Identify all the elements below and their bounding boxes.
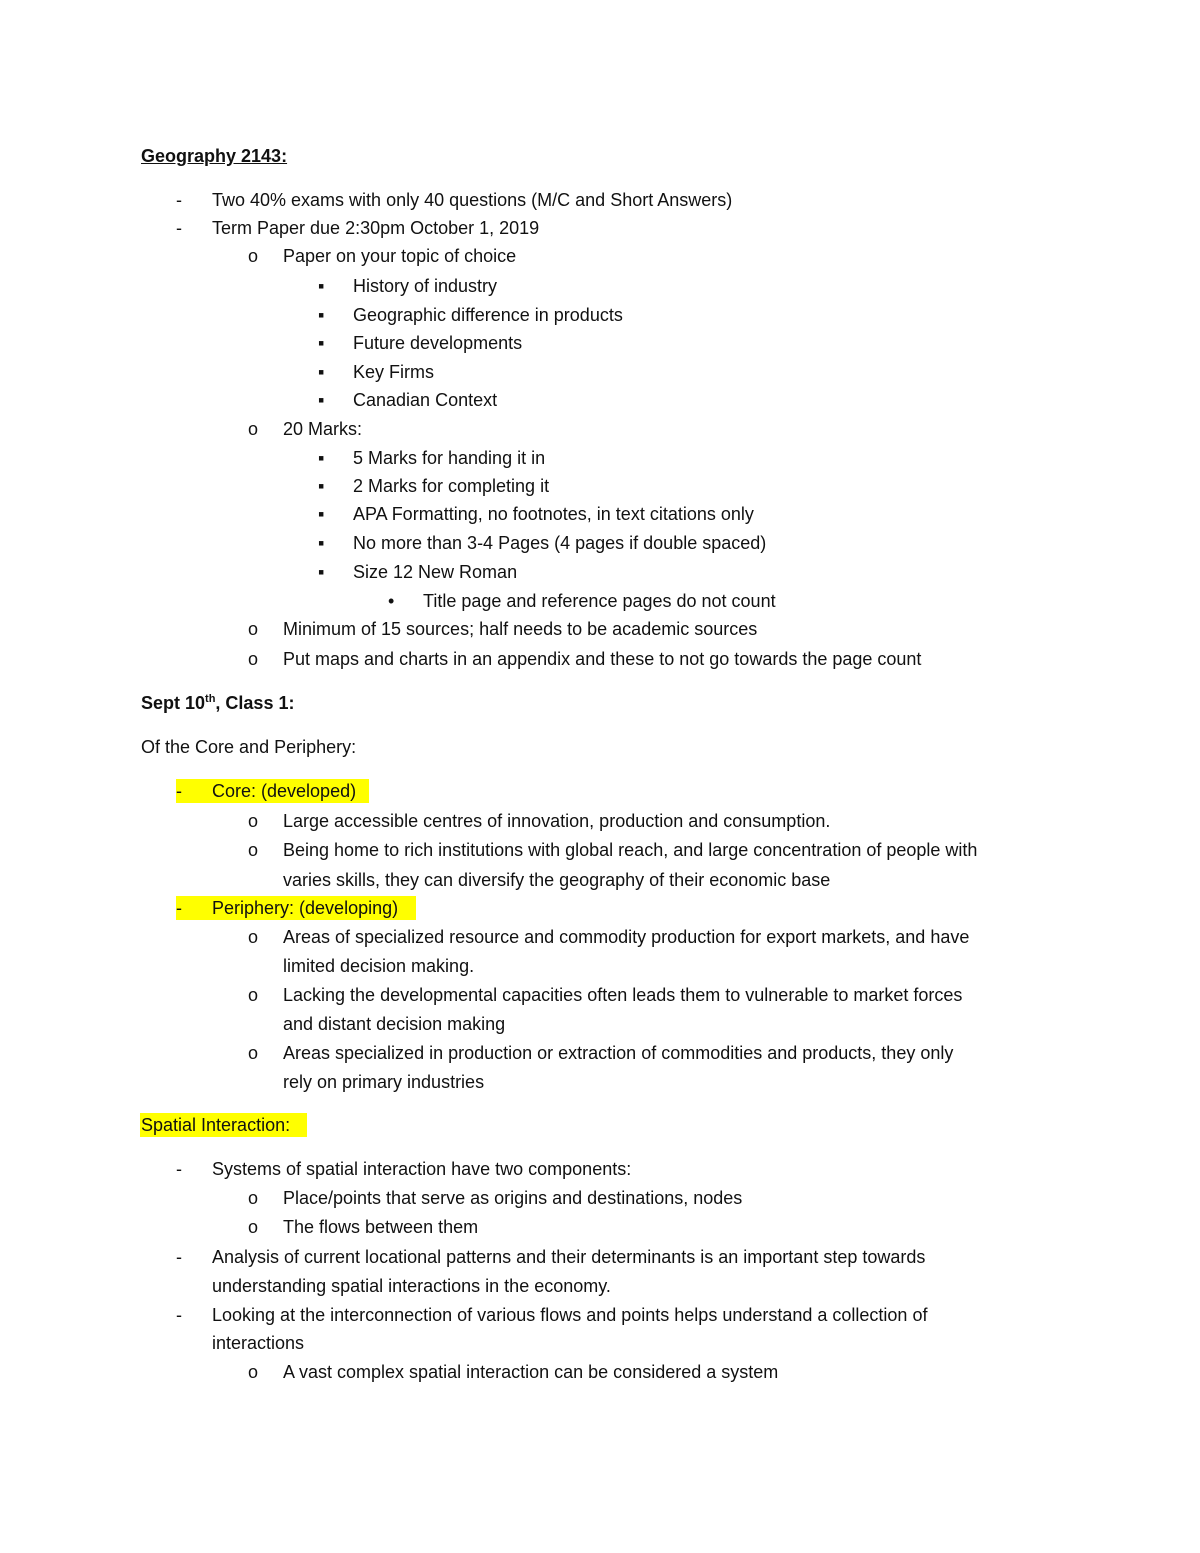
circle-marker: o (248, 1043, 259, 1063)
heading-class: , Class 1: (215, 693, 295, 713)
list-item: Size 12 New Roman (353, 562, 518, 582)
square-marker: ▪ (318, 276, 325, 296)
circle-marker: o (248, 419, 259, 439)
heading-superscript: th (205, 693, 216, 705)
square-marker: ▪ (318, 476, 325, 496)
list-item: Two 40% exams with only 40 questions (M/C and Short Answers) (212, 190, 733, 210)
list-item: Term Paper due 2:30pm October 1, 2019 (212, 218, 540, 238)
list-item-continued: and distant decision making (283, 1014, 506, 1034)
list-item: Lacking the developmental capacities often leads them to vulnerable to market forces (283, 985, 963, 1005)
circle-marker: o (248, 927, 259, 947)
list-item: Future developments (353, 333, 523, 353)
heading-date: Sept 10 (141, 693, 206, 713)
list-item: Areas of specialized resource and commodity production for export markets, and have (283, 927, 970, 947)
dash-marker: - (176, 190, 182, 210)
list-item: No more than 3-4 Pages (4 pages if double spaced) (353, 533, 767, 553)
list-item: Looking at the interconnection of various flows and points helps understand a collection of (212, 1305, 928, 1325)
list-item: Title page and reference pages do not count (423, 591, 776, 611)
list-item: The flows between them (283, 1217, 479, 1237)
section-intro: Of the Core and Periphery: (141, 737, 357, 757)
square-marker: ▪ (318, 390, 325, 410)
list-item: 2 Marks for completing it (353, 476, 550, 496)
square-marker: ▪ (318, 533, 325, 553)
list-item: APA Formatting, no footnotes, in text citations only (353, 504, 754, 524)
list-item: Large accessible centres of innovation, production and consumption. (283, 811, 831, 831)
list-item: Being home to rich institutions with global reach, and large concentration of people with (283, 840, 978, 860)
list-item-continued: interactions (212, 1333, 305, 1353)
section-heading: Spatial Interaction: (141, 1115, 291, 1135)
bullet-marker: • (388, 591, 395, 611)
square-marker: ▪ (318, 448, 325, 468)
list-item: Systems of spatial interaction have two components: (212, 1159, 632, 1179)
dash-marker: - (176, 1247, 182, 1267)
list-item: Canadian Context (353, 390, 498, 410)
circle-marker: o (248, 1217, 259, 1237)
dash-marker: - (176, 218, 182, 238)
list-item: Geographic difference in products (353, 305, 623, 325)
list-item-continued: varies skills, they can diversify the geography of their economic base (283, 870, 831, 890)
document-title: Geography 2143: (141, 146, 288, 166)
circle-marker: o (248, 649, 259, 669)
list-item-continued: limited decision making. (283, 956, 475, 976)
circle-marker: o (248, 1362, 259, 1382)
core-label: Core: (developed) (212, 781, 357, 801)
dash-marker: - (176, 781, 182, 801)
circle-marker: o (248, 619, 259, 639)
list-item: Place/points that serve as origins and destinations, nodes (283, 1188, 743, 1208)
dash-marker: - (176, 1305, 182, 1325)
square-marker: ▪ (318, 362, 325, 382)
square-marker: ▪ (318, 333, 325, 353)
circle-marker: o (248, 246, 259, 266)
list-item: 5 Marks for handing it in (353, 448, 546, 468)
dash-marker: - (176, 1159, 182, 1179)
dash-marker: - (176, 898, 182, 918)
list-item-continued: understanding spatial interactions in the economy. (212, 1276, 611, 1296)
square-marker: ▪ (318, 562, 325, 582)
list-item: Key Firms (353, 362, 434, 382)
list-item: 20 Marks: (283, 419, 363, 439)
list-item: Areas specialized in production or extraction of commodities and products, they only (283, 1043, 954, 1063)
list-item: Paper on your topic of choice (283, 246, 517, 266)
list-item: Analysis of current locational patterns and their determinants is an important step towards (212, 1247, 926, 1267)
list-item: History of industry (353, 276, 498, 296)
circle-marker: o (248, 840, 259, 860)
circle-marker: o (248, 985, 259, 1005)
square-marker: ▪ (318, 504, 325, 524)
circle-marker: o (248, 811, 259, 831)
list-item: Put maps and charts in an appendix and these to not go towards the page count (283, 649, 922, 669)
circle-marker: o (248, 1188, 259, 1208)
list-item: A vast complex spatial interaction can be considered a system (283, 1362, 779, 1382)
list-item: Minimum of 15 sources; half needs to be academic sources (283, 619, 758, 639)
square-marker: ▪ (318, 305, 325, 325)
section-heading (141, 692, 294, 714)
list-item-continued: rely on primary industries (283, 1072, 485, 1092)
periphery-label: Periphery: (developing) (212, 898, 399, 918)
